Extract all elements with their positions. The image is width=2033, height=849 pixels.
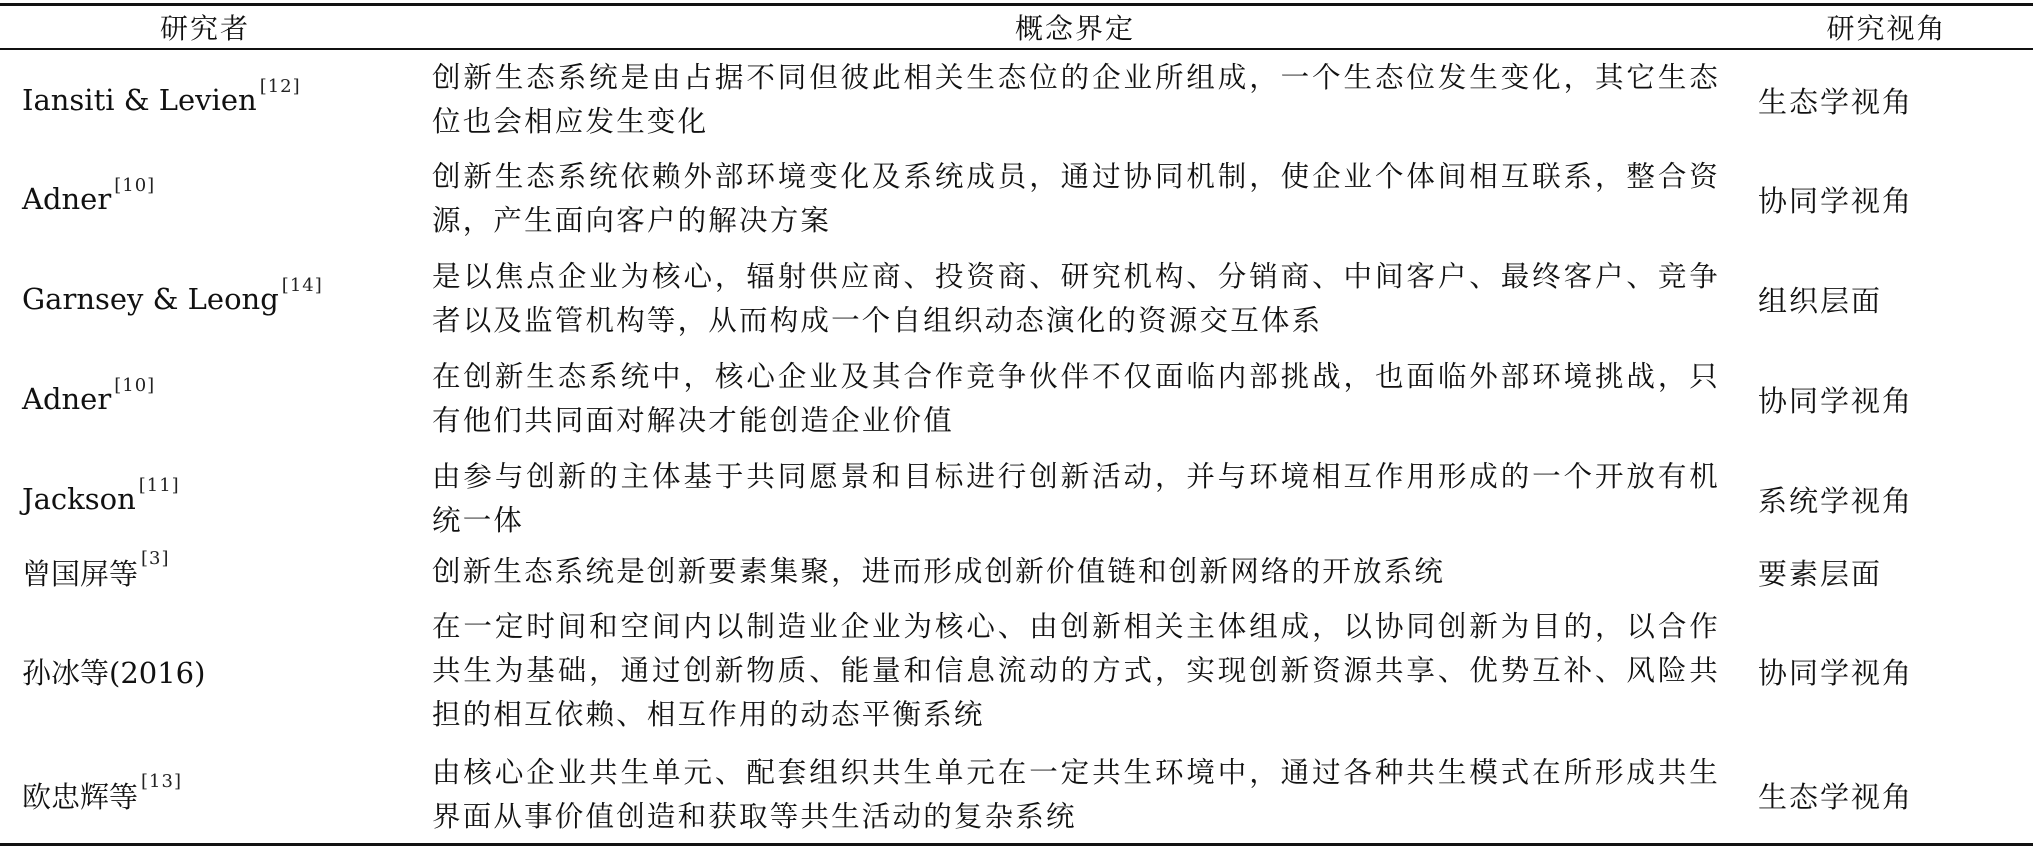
researcher-cell <box>22 455 422 543</box>
table-row <box>0 751 2033 839</box>
table-row <box>0 155 2033 243</box>
table-row <box>0 255 2033 343</box>
table-row <box>0 355 2033 443</box>
citation: [11] <box>138 474 180 496</box>
header-angle: 研究视角 <box>1826 12 1947 45</box>
table-row <box>0 455 2033 543</box>
concept-cell <box>432 605 1720 737</box>
researcher-name: Adner <box>22 382 112 416</box>
angle-cell: 协同学视角 <box>1758 655 1914 690</box>
concept-text: 在创新生态系统中，核心企业及其合作竞争伙伴不仅面临内部挑战，也面临外部环境挑战，只有他们共同面对解决才能创造企业价值 <box>432 360 1720 437</box>
researcher-cell <box>22 751 422 839</box>
table-row <box>0 605 2033 737</box>
researcher-name: Iansiti & Levien <box>22 83 257 117</box>
angle-cell: 系统学视角 <box>1758 483 1914 518</box>
researcher-cell <box>22 605 422 737</box>
angle-cell: 要素层面 <box>1758 556 1883 591</box>
concept-cell <box>432 455 1720 543</box>
citation: [13] <box>141 770 182 792</box>
researcher-name: Garnsey & Leong <box>22 282 279 316</box>
concept-cell <box>432 56 1720 144</box>
concept-text: 是以焦点企业为核心，辐射供应商、投资商、研究机构、分销商、中间客户、最终客户、竞争者以及监管机构等，从而构成一个自组织动态演化的资源交互体系 <box>432 260 1720 337</box>
researcher-name: Jackson <box>22 482 136 516</box>
citation: [10] <box>114 374 156 396</box>
concept-cell <box>432 355 1720 443</box>
researcher-cell <box>22 56 422 144</box>
citation: [14] <box>281 274 323 296</box>
researcher-name: 欧忠辉等 <box>22 779 139 814</box>
concept-text: 在一定时间和空间内以制造业企业为核心、由创新相关主体组成，以协同创新为目的，以合作共生为基础，通过创新物质、能量和信息流动的方式，实现创新资源共享、优势互补、风险共担的相互依赖、相互作用的动态平衡系统 <box>432 610 1720 731</box>
header-concept: 概念界定 <box>1014 12 1135 45</box>
concept-text: 由核心企业共生单元、配套组织共生单元在一定共生环境中，通过各种共生模式在所形成共生界面从事价值创造和获取等共生活动的复杂系统 <box>432 756 1720 833</box>
citation: [3] <box>141 547 170 569</box>
angle-cell: 组织层面 <box>1758 283 1883 318</box>
concept-cell <box>432 751 1720 839</box>
researcher-cell <box>22 547 422 594</box>
researcher-cell <box>22 155 422 243</box>
concept-text: 创新生态系统依赖外部环境变化及系统成员，通过协同机制，使企业个体间相互联系，整合资源，产生面向客户的解决方案 <box>432 160 1720 237</box>
angle-cell: 协同学视角 <box>1758 383 1914 418</box>
researcher-cell <box>22 255 422 343</box>
concept-cell <box>432 255 1720 343</box>
table-bottom-rule <box>0 843 2033 846</box>
table-row <box>0 56 2033 144</box>
researcher-name: 曾国屏等 <box>22 556 139 591</box>
concept-cell <box>432 155 1720 243</box>
concept-text: 由参与创新的主体基于共同愿景和目标进行创新活动，并与环境相互作用形成的一个开放有机统一体 <box>432 460 1720 537</box>
header-researcher: 研究者 <box>159 12 250 45</box>
citation: [12] <box>259 75 301 97</box>
researcher-name: Adner <box>22 182 112 216</box>
angle-cell: 生态学视角 <box>1758 84 1914 119</box>
angle-cell: 协同学视角 <box>1758 183 1914 218</box>
researcher-name: 孙冰等(2016) <box>22 655 206 690</box>
table-row <box>0 547 2033 594</box>
citation: [10] <box>114 174 156 196</box>
concept-text: 创新生态系统是创新要素集聚，进而形成创新价值链和创新网络的开放系统 <box>432 555 1446 588</box>
concept-cell <box>432 550 1720 594</box>
researcher-cell <box>22 355 422 443</box>
table-header-rule <box>0 48 2033 50</box>
concept-text: 创新生态系统是由占据不同但彼此相关生态位的企业所组成，一个生态位发生变化，其它生态位也会相应发生变化 <box>432 61 1720 138</box>
angle-cell: 生态学视角 <box>1758 779 1914 814</box>
